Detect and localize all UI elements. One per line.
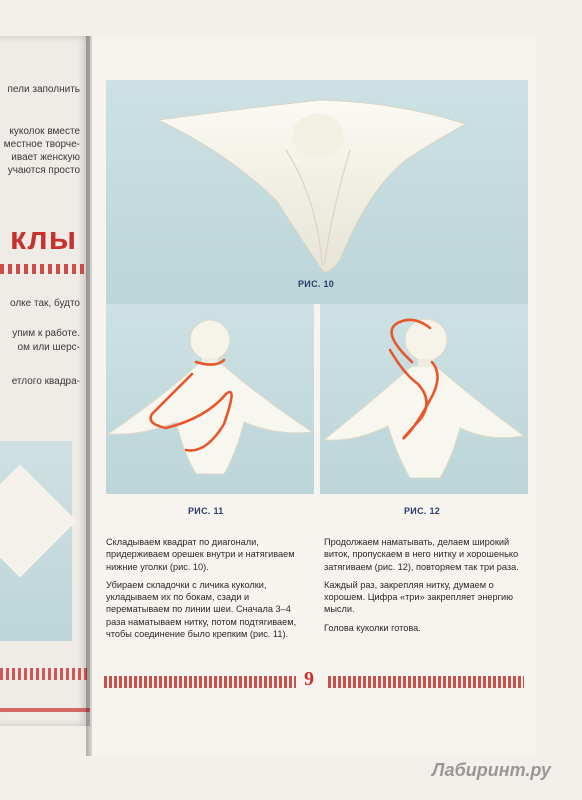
left-text-line: етлого квадра- bbox=[11, 376, 80, 387]
paragraph: Голова куколки готова. bbox=[324, 622, 421, 633]
text-column-right bbox=[324, 536, 528, 640]
figure-caption: РИС. 11 bbox=[188, 506, 224, 516]
watermark: Лабиринт.ру bbox=[432, 760, 551, 780]
figure-caption: РИС. 12 bbox=[404, 506, 441, 516]
left-text-line: ом или шерс- bbox=[17, 342, 80, 353]
figure-11-photo bbox=[106, 304, 314, 494]
left-page-photo bbox=[0, 441, 72, 641]
left-text-line: упим к работе. bbox=[12, 328, 80, 339]
figure-10-photo bbox=[106, 80, 528, 304]
folded-napkin-illustration bbox=[106, 80, 528, 304]
left-text-line: учаются просто bbox=[7, 165, 80, 176]
divider bbox=[0, 708, 90, 712]
doll-with-loop-illustration bbox=[320, 304, 528, 494]
section-heading-fragment: клы bbox=[10, 220, 78, 256]
left-text-line: пели заполнить bbox=[7, 84, 80, 95]
page-number: 9 bbox=[304, 668, 314, 690]
paragraph: Складываем квадрат по диагонали, придерживаем орешек внутри и натягиваем нижние уголки (рис. 10). bbox=[106, 537, 295, 572]
left-text-line: ивает женскую bbox=[11, 152, 80, 163]
figure-12-photo bbox=[320, 304, 528, 494]
book-page bbox=[92, 36, 536, 756]
left-text-line: олке так, будто bbox=[9, 298, 80, 309]
ornament-border bbox=[328, 676, 524, 688]
left-text-line: куколок вместе bbox=[9, 126, 80, 137]
napkin-shape bbox=[0, 464, 77, 577]
left-text-line: местное творче- bbox=[3, 139, 80, 150]
ornament-border bbox=[0, 264, 84, 274]
paragraph: Продолжаем наматывать, делаем широкий виток, пропускаем в него нитку и хорошенько затягиваем (рис. 12), повторяем так три раза. bbox=[324, 537, 519, 572]
ornament-border bbox=[0, 668, 88, 680]
left-facing-page bbox=[0, 36, 90, 726]
paragraph: Каждый раз, закрепляя нитку, думаем о хорошем. Цифра «три» закрепляет энергию мысли. bbox=[324, 579, 513, 615]
ornament-border bbox=[104, 676, 296, 688]
paragraph: Убираем складочки с личика куколки, укладываем их по бокам, сзади и перематываем по линии шеи. Сначала 3–4 раза наматываем нитку, потом подтягиваем, чтобы соединение было крепким (рис. 11). bbox=[106, 579, 297, 640]
doll-with-thread-illustration bbox=[106, 304, 314, 494]
figure-caption: РИС. 10 bbox=[298, 279, 335, 289]
text-column-left bbox=[106, 536, 312, 646]
